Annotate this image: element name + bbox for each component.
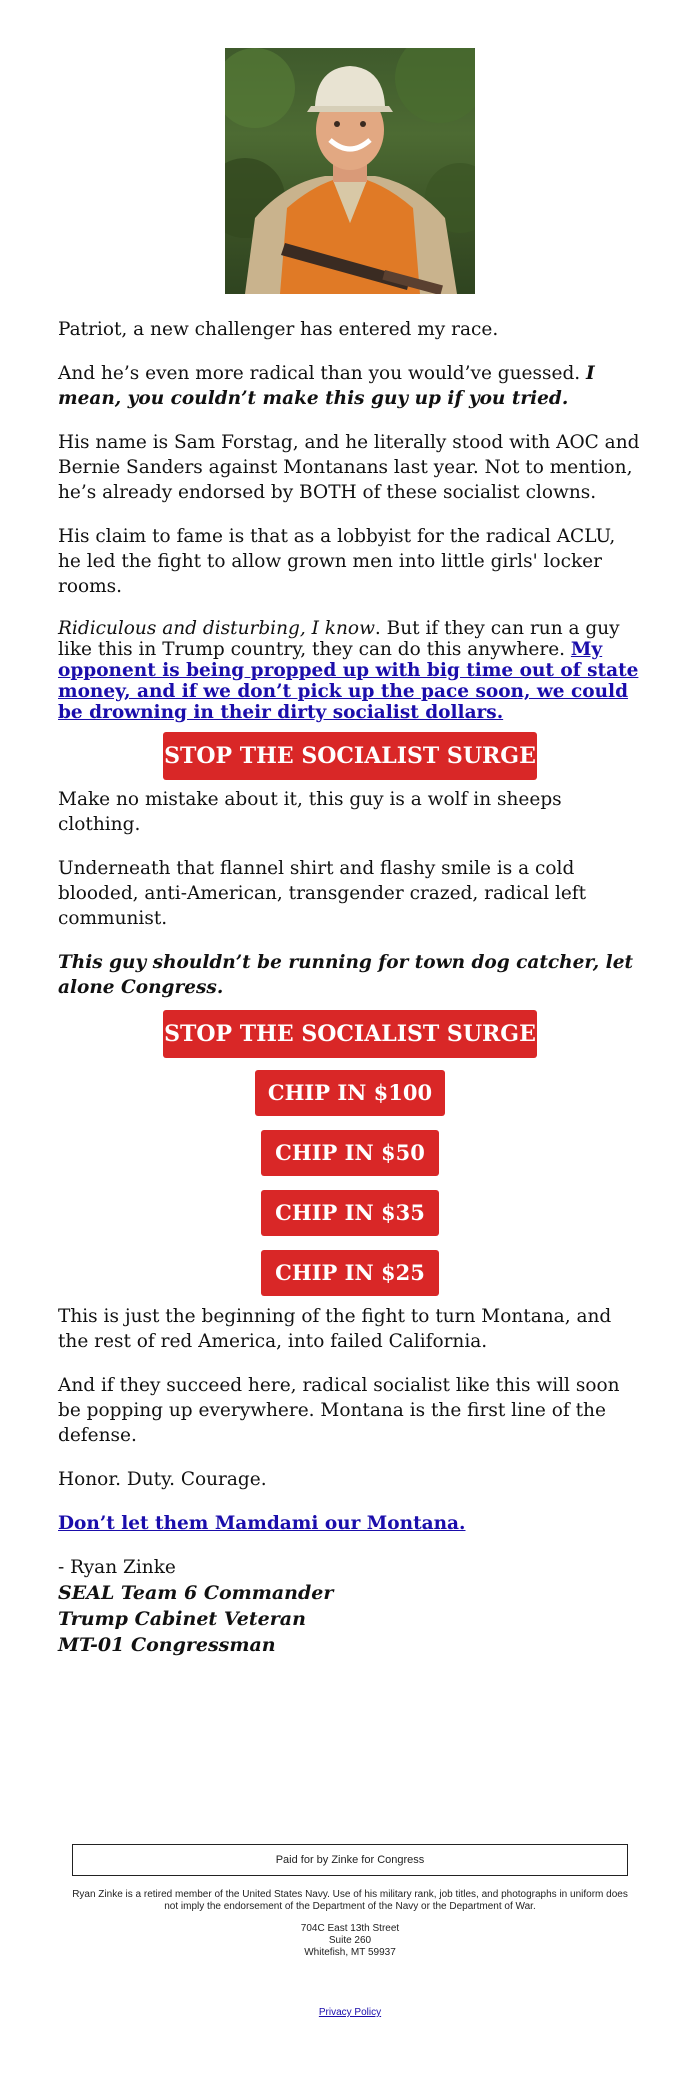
paragraph-radical [58, 361, 642, 411]
chip-in-25-button[interactable]: CHIP IN $25 [261, 1250, 439, 1296]
signature-title-congressman: MT-01 Congressman [58, 1634, 276, 1656]
mailing-address [0, 1923, 700, 1959]
paragraph-aclu: His claim to fame is that as a lobbyist for the radical ACLU, he led the fight to allow grown men into little girls' locker rooms. [58, 526, 616, 597]
paragraph-dog-catcher: This guy shouldn’t be running for town dog catcher, let alone Congress. [58, 952, 634, 998]
paragraph-flannel: Underneath that flannel shirt and flashy smile is a cold blooded, anti-American, transgender crazed, radical left communist. [58, 858, 587, 929]
header-photo-wrap [0, 0, 700, 299]
paragraph-radical-emphasis: I mean, you couldn’t make this guy up if you tried. [58, 363, 595, 409]
paragraph-opponent-name: His name is Sam Forstag, and he literally stood with AOC and Bernie Sanders against Montanans last year. Not to mention, he’s already endorsed by BOTH of these socialist clowns. [58, 432, 640, 503]
paragraph-money-text: . But if they can run a guy like this in Trump country, they can do this anywhere. [58, 618, 620, 660]
paragraph-greeting: Patriot, a new challenger has entered my race. [58, 319, 499, 340]
paragraph-wolf: Make no mistake about it, this guy is a wolf in sheeps clothing. [58, 789, 562, 835]
button-row-surge-1 [58, 732, 642, 780]
signature-title-cabinet: Trump Cabinet Veteran [58, 1608, 306, 1630]
privacy-row [0, 2007, 700, 2018]
button-row-chip-25 [58, 1250, 642, 1296]
candidate-photo [225, 48, 475, 294]
stop-socialist-surge-button-2[interactable]: STOP THE SOCIALIST SURGE [163, 1010, 537, 1058]
navy-disclaimer: Ryan Zinke is a retired member of the United States Navy. Use of his military rank, job titles, and photographs in uniform does not imply the endorsement of the Department of the Navy or the Department of War. [72, 1889, 628, 1912]
address-line-1: 704C East 13th Street [300, 1923, 400, 1934]
paragraph-radical-text: And he’s even more radical than you would’ve guessed. [58, 363, 587, 384]
chip-in-50-button[interactable]: CHIP IN $50 [261, 1130, 439, 1176]
signature-name: - Ryan Zinke [58, 1557, 176, 1578]
signature-title-seal: SEAL Team 6 Commander [58, 1582, 334, 1604]
button-row-chip-35 [58, 1190, 642, 1236]
paragraph-honor: Honor. Duty. Courage. [58, 1469, 267, 1490]
paid-for-box: Paid for by Zinke for Congress [72, 1844, 628, 1876]
candidate-photo-illustration [225, 48, 475, 294]
paragraph-money [58, 618, 642, 723]
address-line-3: Whitefish, MT 59937 [304, 1947, 396, 1958]
address-line-2: Suite 260 [328, 1935, 372, 1946]
button-row-chip-100 [58, 1070, 642, 1116]
paragraph-mamdami [58, 1511, 642, 1536]
button-row-chip-50 [58, 1130, 642, 1176]
chip-in-35-button[interactable]: CHIP IN $35 [261, 1190, 439, 1236]
paragraph-beginning: This is just the beginning of the fight to turn Montana, and the rest of red America, into failed California. [58, 1306, 612, 1352]
mamdami-montana-link[interactable]: Don’t let them Mamdami our Montana. [58, 1513, 466, 1534]
footer [0, 1844, 700, 2018]
privacy-policy-link[interactable]: Privacy Policy [318, 2007, 382, 2018]
paragraph-money-italic: Ridiculous and disturbing, I know [58, 618, 375, 639]
button-row-surge-2 [58, 1010, 642, 1058]
paragraph-succeed: And if they succeed here, radical socialist like this will soon be popping up everywhere. Montana is the first line of the defense. [58, 1375, 620, 1446]
out-of-state-money-link[interactable]: My opponent is being propped up with big time out of state money, and if we don’t pick up the pace soon, we could be drowning in their dirty socialist dollars. [58, 639, 639, 723]
chip-in-100-button[interactable]: CHIP IN $100 [255, 1070, 445, 1116]
stop-socialist-surge-button[interactable]: STOP THE SOCIALIST SURGE [163, 732, 537, 780]
letter-content [0, 317, 700, 1658]
